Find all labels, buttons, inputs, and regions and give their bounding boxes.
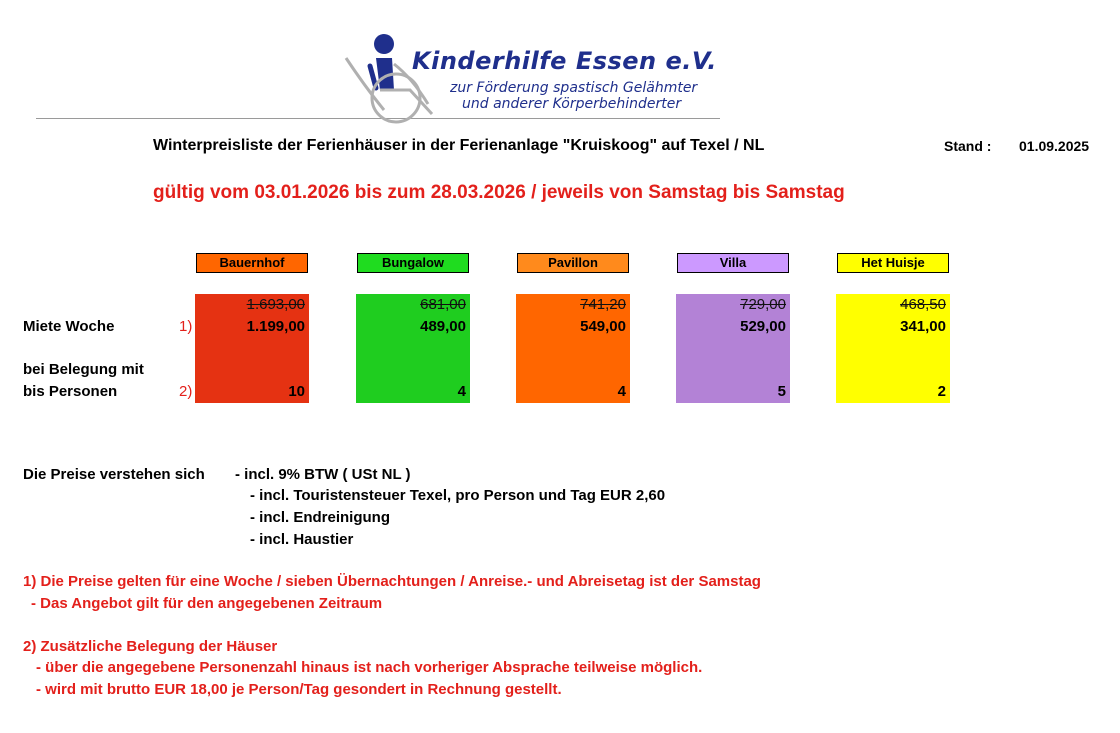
old-price: 729,00 [740,296,786,313]
logo-subtitle-line2: und anderer Körperbehinderter [462,96,682,112]
weekly-price: 549,00 [580,318,626,335]
page-title: Winterpreisliste der Ferienhäuser in der Ferienanlage "Kruiskoog" auf Texel / NL [153,137,765,154]
rent-week-label: Miete Woche [23,318,115,335]
max-persons: 4 [617,383,626,400]
wheelchair-person-icon [336,28,456,124]
logo-subtitle-line1: zur Förderung spastisch Gelähmter [450,80,698,96]
include-item-btw: - incl. 9% BTW ( USt NL ) [235,466,411,483]
note-2-line-3: - wird mit brutto EUR 18,00 je Person/Tag gesondert in Rechnung gestellt. [36,681,562,698]
include-item-cleaning: - incl. Endreinigung [250,509,390,526]
stand-date: 01.09.2025 [1019,138,1090,154]
house-column-pavillon [516,294,630,403]
occupancy-note-marker: 2) [179,383,193,400]
house-header-villa: Villa [677,253,789,273]
validity-line: gültig vom 03.01.2026 bis zum 28.03.2026 / jeweils von Samstag bis Samstag [153,182,845,203]
weekly-price: 489,00 [420,318,466,335]
old-price: 681,00 [420,296,466,313]
house-header-bungalow: Bungalow [357,253,469,273]
house-column-het-huisje [836,294,950,403]
occupancy-label-2: bis Personen [23,383,118,400]
stand-label: Stand : [944,138,992,154]
weekly-price: 341,00 [900,318,946,335]
note-2-line-1: 2) Zusätzliche Belegung der Häuser [23,638,278,655]
max-persons: 5 [777,383,786,400]
old-price: 1.693,00 [246,296,305,313]
prices-include-lead: Die Preise verstehen sich [23,466,205,483]
old-price: 468,50 [900,296,946,313]
house-header-bauernhof: Bauernhof [196,253,308,273]
note-1-line-2: - Das Angebot gilt für den angegebenen Zeitraum [31,595,383,612]
house-column-bauernhof [195,294,309,403]
rent-note-marker: 1) [179,318,193,335]
note-2-line-2: - über die angegebene Personenzahl hinaus ist nach vorheriger Absprache teilweise möglich. [36,659,703,676]
include-item-tourist-tax: - incl. Touristensteuer Texel, pro Person und Tag EUR 2,60 [250,487,666,504]
max-persons: 10 [288,383,305,400]
house-header-pavillon: Pavillon [517,253,629,273]
old-price: 741,20 [580,296,626,313]
note-1-line-1: 1) Die Preise gelten für eine Woche / sieben Übernachtungen / Anreise.- und Abreisetag ist der Samstag [23,573,761,590]
include-item-pet: - incl. Haustier [250,531,354,548]
logo-name: Kinderhilfe Essen e.V. [412,47,717,75]
max-persons: 2 [937,383,946,400]
house-column-villa [676,294,790,403]
weekly-price: 529,00 [740,318,786,335]
house-header-het-huisje: Het Huisje [837,253,949,273]
weekly-price: 1.199,00 [246,318,305,335]
house-column-bungalow [356,294,470,403]
occupancy-label-1: bei Belegung mit [23,361,144,378]
max-persons: 4 [457,383,466,400]
